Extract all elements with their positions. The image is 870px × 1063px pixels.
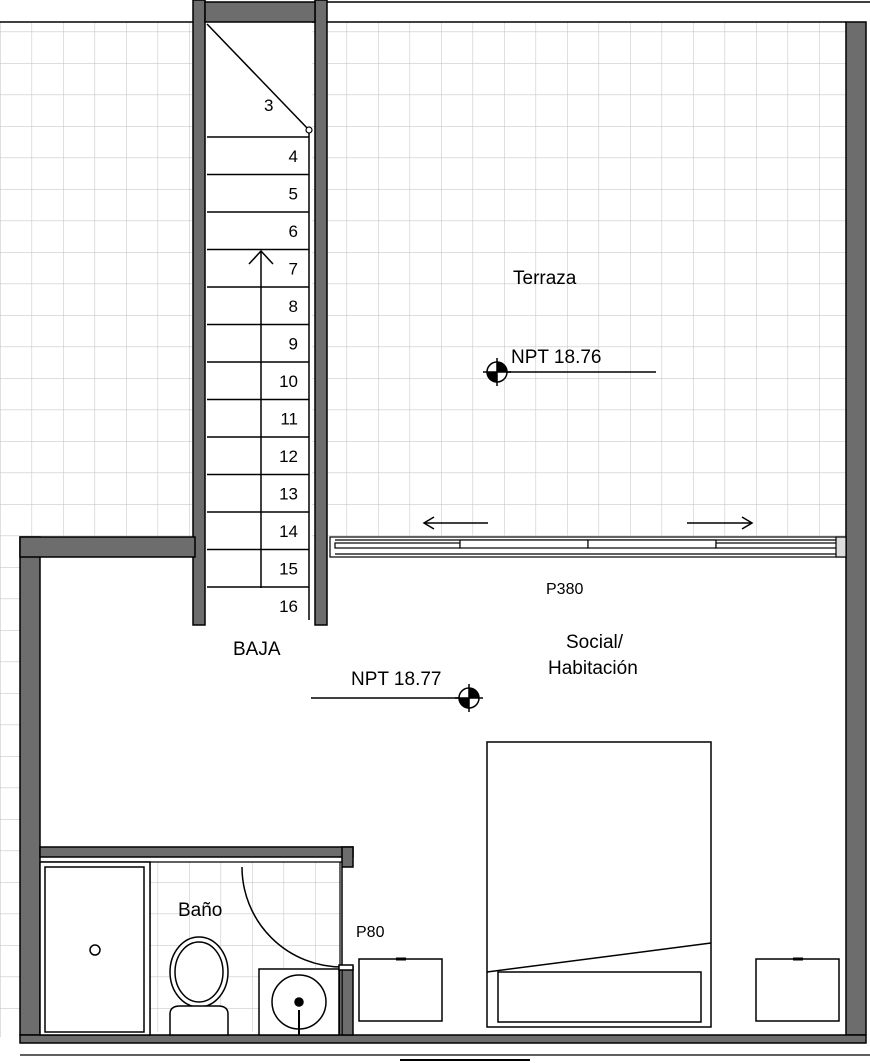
stair-step-number: 13 bbox=[279, 484, 298, 504]
stair-step-number: 14 bbox=[279, 522, 298, 541]
stair-step-number: 7 bbox=[288, 259, 298, 279]
exterior-left-tiles bbox=[0, 537, 20, 1037]
stair-step-number: 11 bbox=[280, 409, 298, 429]
terrace-label: Terraza bbox=[513, 268, 577, 289]
level-text-terrace: NPT 18.76 bbox=[511, 347, 602, 368]
stair-step-number: 9 bbox=[288, 334, 298, 354]
bath-label: Baño bbox=[178, 900, 223, 921]
toilet bbox=[170, 937, 228, 1035]
washbasin bbox=[259, 969, 339, 1035]
stair-step-number: 6 bbox=[288, 222, 298, 241]
double-bed bbox=[487, 742, 711, 1027]
terrace-floor-tiles bbox=[0, 22, 846, 537]
stair-step-number: 12 bbox=[279, 447, 298, 466]
stair-step-number: 3 bbox=[264, 96, 274, 115]
stair-step-number: 10 bbox=[279, 372, 298, 391]
level-text-social: NPT 18.77 bbox=[351, 669, 442, 690]
stair-step-number: 8 bbox=[288, 297, 298, 316]
stair-step-number: 15 bbox=[279, 559, 298, 579]
door-label-p380: P380 bbox=[546, 581, 584, 598]
stair-direction-label: BAJA bbox=[233, 639, 281, 660]
nightstand-right bbox=[756, 959, 839, 1021]
stair-step-number: 5 bbox=[288, 184, 298, 204]
staircase bbox=[193, 0, 327, 625]
sliding-door-p380 bbox=[330, 537, 846, 557]
stair-step-number: 4 bbox=[288, 147, 298, 166]
stair-step-number: 16 bbox=[279, 597, 298, 616]
social-room-label-line2: Habitación bbox=[548, 658, 638, 679]
nightstand-left bbox=[359, 959, 442, 1021]
shower-tray bbox=[40, 862, 150, 1035]
door-label-p80: P80 bbox=[356, 924, 385, 941]
social-room-label-line1: Social/ bbox=[566, 632, 624, 653]
